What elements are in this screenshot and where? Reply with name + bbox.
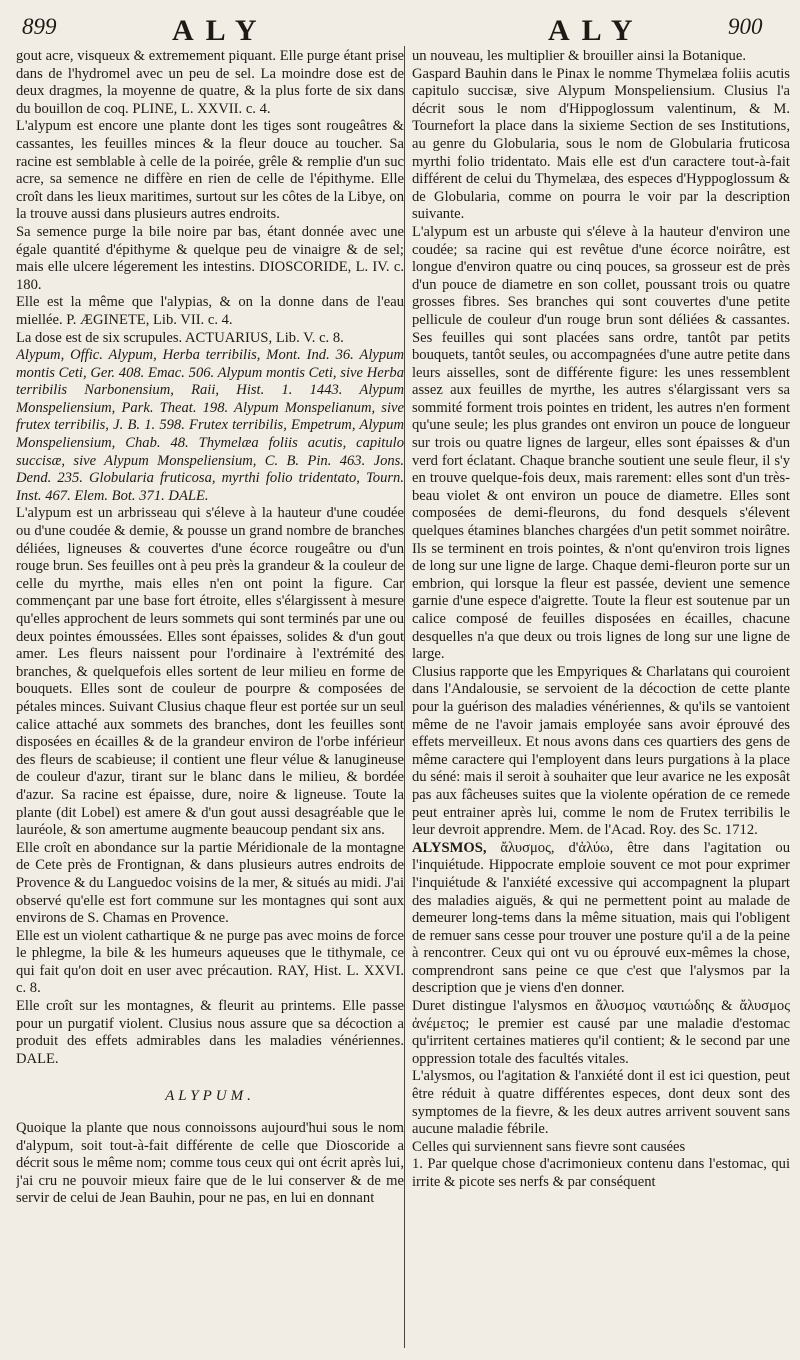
paragraph: L'alysmos, ou l'agitation & l'anxiété dont il est ici question, peut être réduit à quatre différentes especes, dont deux sont des symptomes de la fievre, & les deux autres arrivent souvent sans aucune maladie fébrile. bbox=[412, 1068, 790, 1138]
section-heading: ALYPUM. bbox=[165, 1088, 255, 1105]
running-head-left: ALY bbox=[172, 14, 269, 47]
paragraph: Elle est un violent cathartique & ne purge pas avec moins de force le phlegme, la bile & les humeurs aqueuses que le tithymale, ce qui fait qu'on doit en user avec précaution. RAY, Hist. L. XXVI. c. 8. bbox=[16, 927, 404, 997]
paragraph: L'alypum est un arbrisseau qui s'éleve à la hauteur d'une coudée ou d'une coudée & demie, & pousse un grand nombre de branches déliées, ligneuses & couvertes d'une écorce rougeâtre ou d'un rouge brun. Ses feuilles ont à peu près la grandeur & la couleur de celle du myrthe, mais elles n'en ont point la figure. Car commençant par une base fort étroite, elles s'élargissent à mesure qu'elles approchent de leurs sommets qui sont terminés par une ou deux pointes émoussées. Elles sont épaisses, solides & d'un gout amer. Les fleurs naissent pour l'ordinaire à l'extrémité des branches, & quelquefois elles sortent de leur milieu en forme de bouquets. Elles sont de couleur de pourpre & composées de pétales minces. Suivant Clusius chaque fleur est portée sur un seul calice attaché aux sommets des branches, dont les feuilles sont disposées en écailles & de la grandeur environ de l'orbe inférieur des fleurs de scabieuse; il contient une fleur vélue & lanugineuse de couleur d'azur, tirant sur le blanc dans le milieu, & bordée d'azur. Sa racine est épaisse, dure, noire & ligneuse. Toute la plante (dit Lobel) est amere & d'un gout aussi desagréable que le lauréole, & son amertume augmente beaucoup pendant six ans. bbox=[16, 505, 404, 839]
paragraph: Quoique la plante que nous connoissons aujourd'hui sous le nom d'alypum, soit tout-à-fait différente de celle que Dioscoride a décrit sous le même nom; comme tous ceux qui ont écrit après lui, j'ai cru ne pouvoir mieux faire que de le lui conserver & de me servir de celui de Jean Bauhin, pour ne pas, en lui en donnant bbox=[16, 1120, 404, 1207]
paragraph: gout acre, visqueux & extremement piquant. Elle purge étant prise dans de l'hydromel avec un peu de sel. La moindre dose est de deux dragmes, la moyenne de quatre, & la plus forte de six dans du bouillon de coq. PLINE, L. XXVII. c. 4. bbox=[16, 48, 404, 117]
entry-headword: ALYSMOS, bbox=[412, 839, 487, 856]
paragraph: L'alypum est un arbuste qui s'éleve à la hauteur d'environ une coudée; sa racine qui est revêtue d'une écorce noirâtre, est longue d'environ quatre ou cinq pouces, sa grosseur est de près d'un pouce de diametre en son collet, poussant trois ou quatre grosses fibres. Ses branches qui sont couvertes d'une petite pellicule de couleur d'un rouge brun sont déliées & cassantes. Ses feuilles qui sont placées sans ordre, tantôt par petits bouquets, tantôt seules, ou accompagnées d'une autre petite dans leurs aisselles, sont de différente figure: les unes ressemblent assez aux feuilles de myrthe, les autres s'élargissant vers sa sommité forment trois pointes en trident, les autres n'en forment qu'une seule; les plus grandes ont environ un pouce de longueur sur trois ou quatre lignes de largeur, elles sont épaisses & d'un verd fort éclatant. Chaque branche soutient une seule fleur, il s'y en trouve quelque-fois deux, mais rarement: elles sont d'un très-beau violet & ont environ un pouce de diametre. Elles sont composées de demi-fleurons, du fond desquels s'élevent quelques étamines blanches chargées d'un petit sommet noirâtre. Ils se terminent en trois pointes, & n'ont qu'environ trois lignes de long sur une ligne de large. Chaque demi-fleuron porte sur un embrion, qui lorsque la fleur est passée, devient une semence garnie d'une espece d'aigrette. Toute la fleur est soutenue par un calice composé de feuilles disposées en écailles, chacune desquelles n'a que deux ou trois lignes de long sur une ligne de large. bbox=[412, 223, 790, 663]
paragraph: Clusius rapporte que les Empyriques & Charlatans qui couroient dans l'Andalousie, se servoient de la décoction de cette plante pour la guérison des maladies vénériennes, & qu'ils se vantoient même de ne l'avoir jamais employée sans avoir éprouvé des effets merveilleux. Et nous avons dans ces quartiers des gens de même caractere qui l'employent dans leurs purgations à la place du séné: mais il seroit à souhaiter que leur avarice ne les exposât pas aux fâcheuses suites que la violente opération de ce remede peut entrainer après lui, comme le nom de Frutex terribilis le leur devroit apprendre. Mem. de l'Acad. Roy. des Sc. 1712. bbox=[412, 663, 790, 839]
paragraph: un nouveau, les multiplier & brouiller ainsi la Botanique. bbox=[412, 48, 746, 64]
column-divider bbox=[404, 46, 405, 1348]
right-column bbox=[412, 48, 790, 1340]
paragraph: Elle est la même que l'alypias, & on la donne dans de l'eau miellée. P. ÆGINETE, Lib. VII. c. 4. bbox=[16, 294, 404, 328]
page-number-right: 900 bbox=[728, 14, 763, 39]
entry-text: ἄλυσμος, d'ἀλύω, être dans l'agitation ou l'inquiétude. Hippocrate emploie souvent ce mot pour exprimer l'inquiétude & l'anxiété excessive qui accompagnent la plupart des maladies aiguës, & qui ne permettent point au malade de demeurer long-tems dans la même situation, mais qui l'obligent de remuer sans cesse pour trouver une posture qu'il a de la peine à rencontrer. Ceux qui ont vu ou éprouvé eux-mêmes la chose, comprendront sans peine ce que c'est que l'alysmos par la description que je viens d'en donner. bbox=[412, 839, 790, 997]
left-column bbox=[16, 48, 404, 1348]
paragraph: Gaspard Bauhin dans le Pinax le nomme Thymelæa foliis acutis capitulo succisæ, sive Alypum Monspeliensium. Clusius l'a décrit sous le nom d'Hippoglossum valentinum, & M. Tournefort la place dans la sixieme Section de ses Institutions, au genre du Globularia, sous le nom de Globularia fruticosa myrthi folio tridentato. Mais elle est d'un caractere tout-à-fait différent de celui du Thymelæa, des especes d'Hyppoglossum & de Globularia, comme on pourra le voir par la description suivante. bbox=[412, 65, 790, 223]
dictionary-entry bbox=[412, 840, 790, 998]
paragraph: L'alypum est encore une plante dont les tiges sont rougeâtres & cassantes, les feuilles minces & la fleur douce au toucher. Sa racine est semblable à celle de la poirée, grêle & remplie d'un suc acre, sa semence ne diffère en rien de celle de l'épithyme. Elle croît dans les lieux maritimes, surtout sur les côtes de la Libye, on la trouve aussi dans plusieurs autres endroits. bbox=[16, 118, 404, 223]
paragraph: La dose est de six scrupules. ACTUARIUS, Lib. V. c. 8. bbox=[16, 329, 344, 346]
page-number-left: 899 bbox=[22, 14, 57, 39]
paragraph: 1. Par quelque chose d'acrimonieux contenu dans l'estomac, qui irrite & picote ses nerfs & par conséquent bbox=[412, 1156, 790, 1190]
paragraph: Elle croît sur les montagnes, & fleurit au printems. Elle passe pour un purgatif violent. Clusius nous assure que sa décoction a produit des effets admirables dans les maladies vénériennes. DALE. bbox=[16, 998, 404, 1067]
paragraph: Duret distingue l'alysmos en ἄλυσμος ναυτιώδης & ἄλυσμος ἀνέμετος; le premier est causé par une maladie d'estomac qu'irritent certaines matieres qu'il contient; & le second par une oppression totale des facultés vitales. bbox=[412, 998, 790, 1067]
running-head-right: ALY bbox=[548, 14, 645, 47]
paragraph: Elle croît en abondance sur la partie Méridionale de la montagne de Cete près de Frontignan, & dans plusieurs autres endroits de Provence & du Languedoc voisins de la mer, & situés au midi. J'ai observé qu'elle est fort commune sur les montagnes qui sont aux environs de S. Chamas en Provence. bbox=[16, 839, 404, 927]
paragraph-synonyms: Alypum, Offic. Alypum, Herba terribilis, Mont. Ind. 36. Alypum montis Ceti, Ger. 408. Emac. 506. Alypum montis Ceti, sive Herba terribilis Narbonensium, Raii, Hist. 1. 1443. Alypum Monspeliensium, Park. Theat. 198. Alypum Monspelianum, sive frutex terribilis, J. B. 1. 598. Frutex terribilis, Empetrum, Alypum Monspeliensium, Chab. 48. Thymelæa foliis acutis, capitulo succisæ, sive Alypum Monspeliensium, C. B. Pin. 463. Jons. Dend. 235. Globularia fruticosa, myrthi folio tridentato, Tourn. Inst. 467. Elem. Bot. 371. DALE. bbox=[16, 347, 404, 504]
paragraph: Celles qui surviennent sans fievre sont causées bbox=[412, 1138, 686, 1155]
paragraph: Sa semence purge la bile noire par bas, étant donnée avec une égale quantité d'épithyme & quelque peu de vinaigre & de sel; mais elle ulcere légerement les intestins. DIOSCORIDE, L. IV. c. 180. bbox=[16, 223, 404, 293]
